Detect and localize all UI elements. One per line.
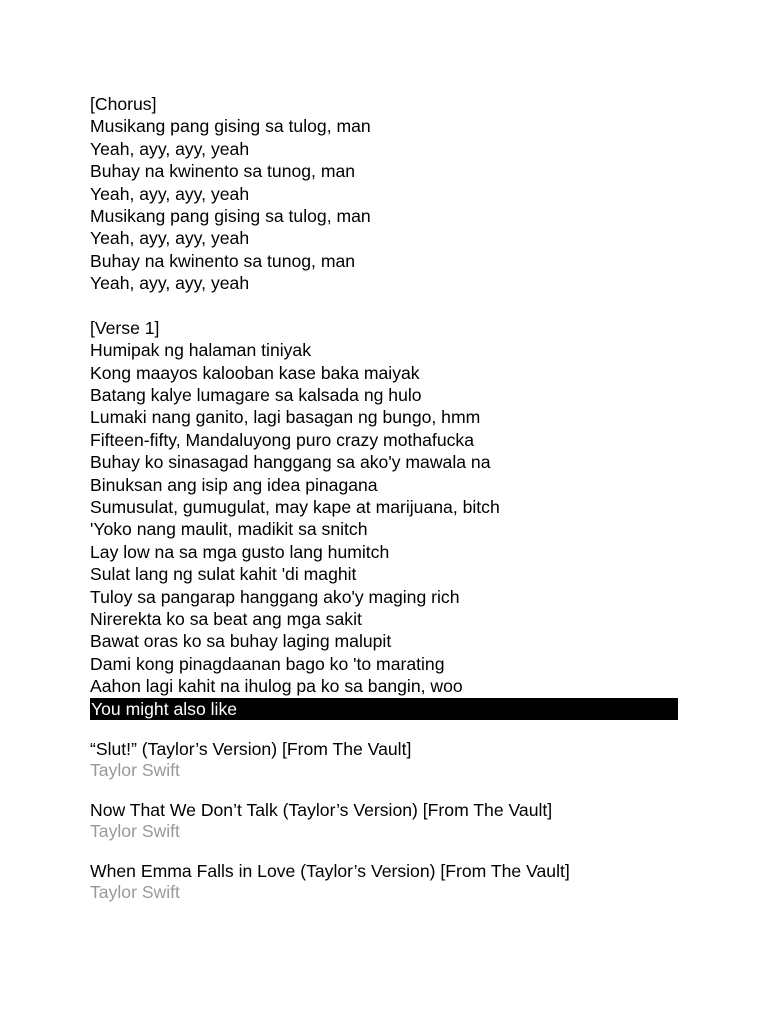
lyric-line: Aahon lagi kahit na ihulog pa ko sa bangin, woo — [90, 676, 463, 697]
lyrics-document — [90, 93, 678, 902]
verse1-section — [90, 317, 678, 698]
lyric-line: Musikang pang gising sa tulog, man — [90, 205, 371, 226]
lyric-line: Yeah, ayy, ayy, yeah — [90, 273, 250, 294]
recommendation-item[interactable] — [90, 860, 678, 902]
section-header-verse1: [Verse 1] — [90, 317, 160, 338]
lyric-line: Buhay ko sinasagad hanggang sa ako'y mawala na — [90, 452, 491, 473]
lyric-line: Sumusulat, gumugulat, may kape at marijuana, bitch — [90, 497, 500, 518]
lyric-line: Nirerekta ko sa beat ang mga sakit — [90, 608, 362, 629]
lyric-line: Kong maayos kalooban kase baka maiyak — [90, 362, 420, 383]
lyric-line: Yeah, ayy, ayy, yeah — [90, 228, 250, 249]
recommendation-artist: Taylor Swift — [90, 882, 180, 903]
lyric-line: Sulat lang ng sulat kahit 'di maghit — [90, 564, 357, 585]
lyric-line: 'Yoko nang maulit, madikit sa snitch — [90, 519, 368, 540]
lyric-line: Lumaki nang ganito, lagi basagan ng bungo, hmm — [90, 407, 481, 428]
lyric-line: Dami kong pinagdaanan bago ko 'to marating — [90, 653, 445, 674]
lyric-line: Binuksan ang isip ang idea pinagana — [90, 474, 378, 495]
lyric-line: Lay low na sa mga gusto lang humitch — [90, 541, 390, 562]
recommendation-item[interactable] — [90, 738, 678, 780]
lyric-line: Buhay na kwinento sa tunog, man — [90, 250, 356, 271]
section-header-chorus: [Chorus] — [90, 94, 157, 114]
recommendation-item[interactable] — [90, 799, 678, 841]
chorus-section — [90, 93, 678, 295]
lyric-line: Musikang pang gising sa tulog, man — [90, 116, 371, 137]
recommendation-title[interactable]: Now That We Don’t Talk (Taylor’s Version) [From The Vault] — [90, 799, 553, 820]
recommendation-title[interactable]: “Slut!” (Taylor’s Version) [From The Vault] — [90, 738, 412, 759]
recommendation-artist: Taylor Swift — [90, 821, 180, 842]
section-spacer — [90, 295, 678, 317]
lyric-line: Tuloy sa pangarap hanggang ako'y maging rich — [90, 586, 460, 607]
also-like-banner: You might also like — [90, 698, 678, 720]
lyric-line: Bawat oras ko sa buhay laging malupit — [90, 631, 392, 652]
recommendation-artist: Taylor Swift — [90, 760, 180, 781]
lyric-line: Yeah, ayy, ayy, yeah — [90, 138, 250, 159]
lyric-line: Fifteen-fifty, Mandaluyong puro crazy mothafucka — [90, 429, 474, 450]
lyric-line: Yeah, ayy, ayy, yeah — [90, 183, 250, 204]
lyric-line: Humipak ng halaman tiniyak — [90, 340, 312, 361]
recommendation-title[interactable]: When Emma Falls in Love (Taylor’s Version) [From The Vault] — [90, 860, 570, 881]
lyric-line: Buhay na kwinento sa tunog, man — [90, 161, 356, 182]
lyric-line: Batang kalye lumagare sa kalsada ng hulo — [90, 385, 422, 406]
